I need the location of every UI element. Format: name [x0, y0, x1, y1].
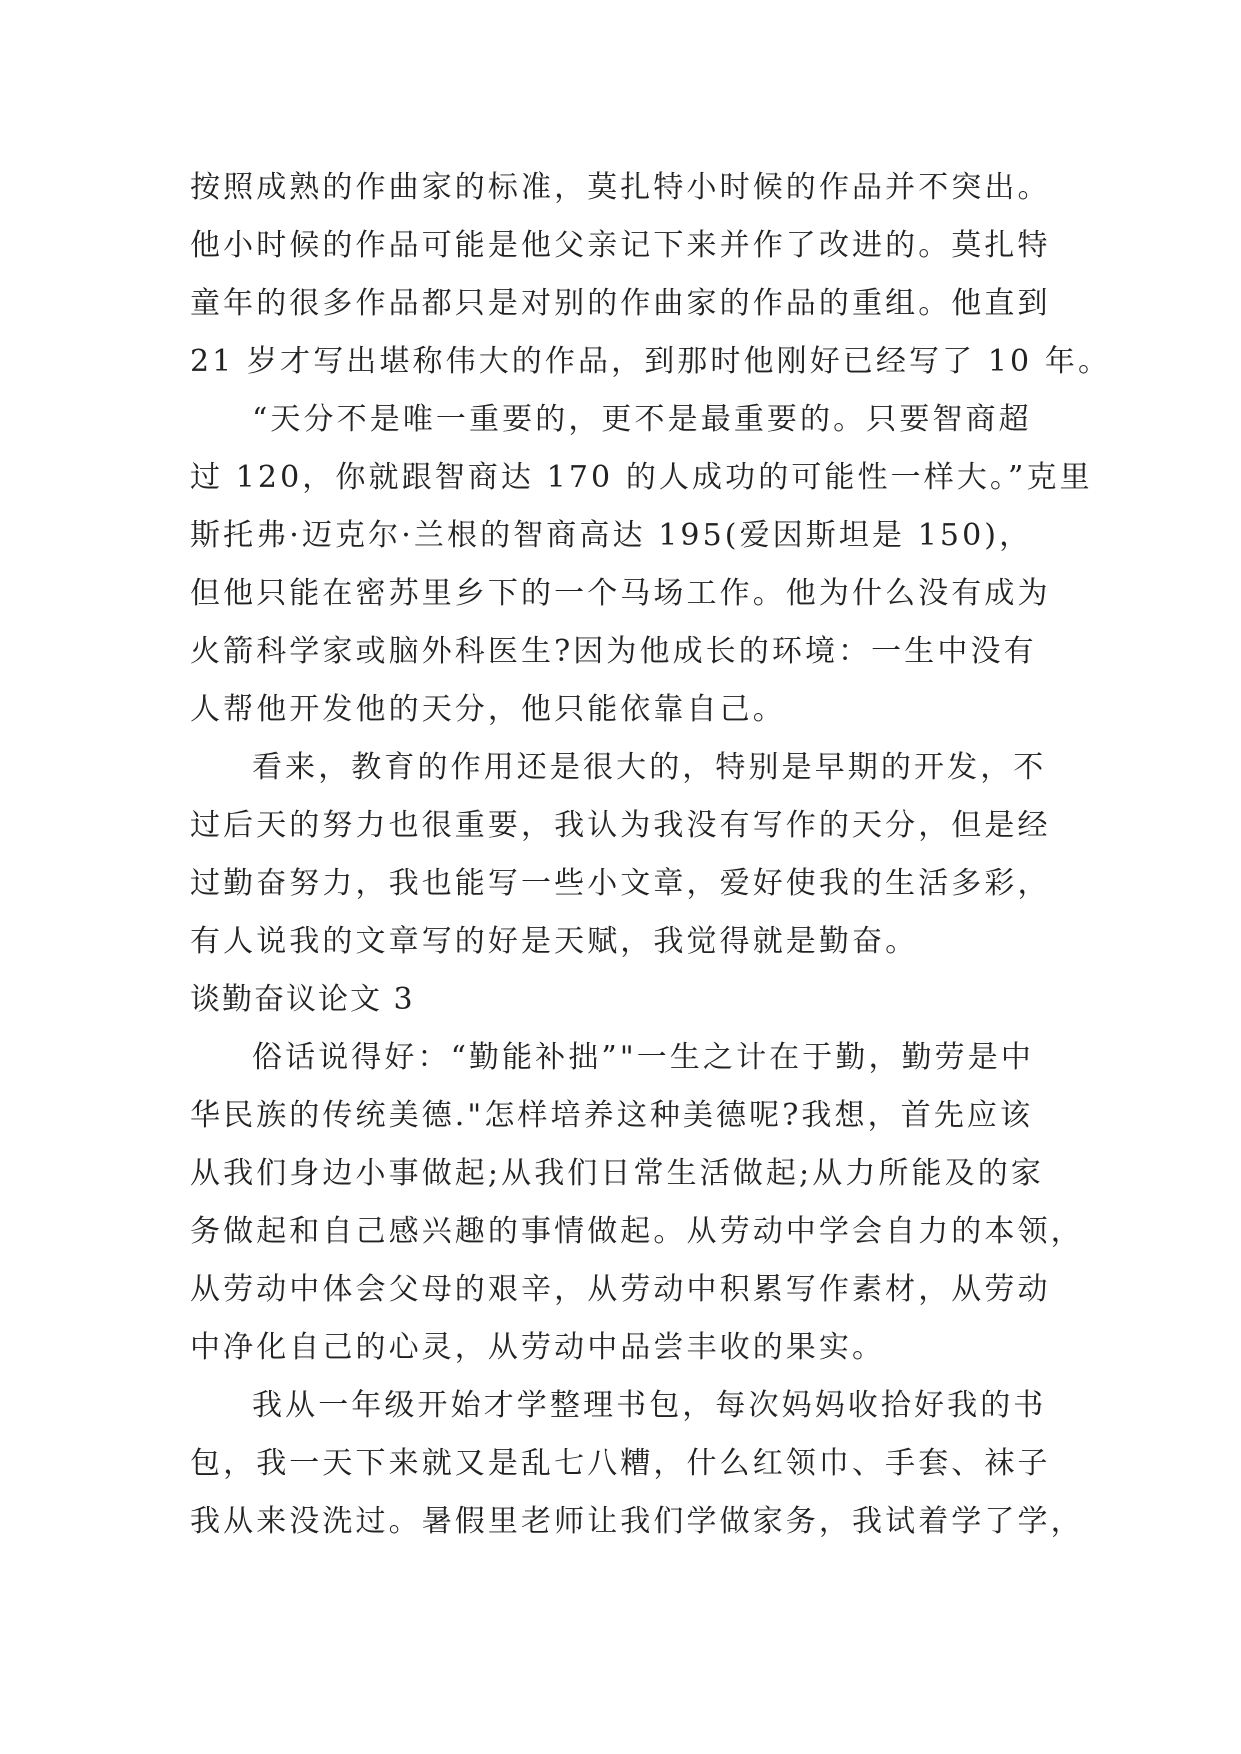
document-body [190, 159, 1112, 1551]
paragraph-line: 俗话说得好：“勤能补拙”"一生之计在于勤，勤劳是中 [252, 1040, 1034, 1075]
paragraph-line: 我从一年级开始才学整理书包，每次妈妈收拾好我的书 [252, 1388, 1047, 1423]
paragraph-line: 童年的很多作品都只是对别的作曲家的作品的重组。他直到 [190, 286, 1051, 321]
paragraph-line: 我从来没洗过。暑假里老师让我们学做家务，我试着学了学， [190, 1504, 1084, 1539]
paragraph-line: 21 岁才写出堪称伟大的作品，到那时他刚好已经写了 10 年。 [190, 344, 1112, 379]
paragraph-line: 过 120，你就跟智商达 170 的人成功的可能性一样大。”克里 [190, 460, 1093, 495]
paragraph-line: 他小时候的作品可能是他父亲记下来并作了改进的。莫扎特 [190, 228, 1051, 263]
paragraph-line: 过后天的努力也很重要，我认为我没有写作的天分，但是经 [190, 808, 1051, 843]
paragraph-line: 看来，教育的作用还是很大的，特别是早期的开发，不 [252, 750, 1047, 785]
paragraph-line: 人帮他开发他的天分，他只能依靠自己。 [190, 692, 786, 727]
paragraph-line: 按照成熟的作曲家的标准，莫扎特小时候的作品并不突出。 [190, 170, 1051, 205]
paragraph-line: 斯托弗·迈克尔·兰根的智商高达 195(爱因斯坦是 150)， [190, 518, 1033, 553]
paragraph-line: “天分不是唯一重要的，更不是最重要的。只要智商超 [252, 402, 1032, 437]
section-heading: 谈勤奋议论文 3 [190, 982, 415, 1017]
paragraph-line: 从我们身边小事做起;从我们日常生活做起;从力所能及的家 [190, 1156, 1044, 1191]
paragraph-line: 有人说我的文章写的好是天赋，我觉得就是勤奋。 [190, 924, 919, 959]
paragraph-line: 火箭科学家或脑外科医生?因为他成长的环境：一生中没有 [190, 634, 1037, 669]
paragraph-line: 从劳动中体会父母的艰辛，从劳动中积累写作素材，从劳动 [190, 1272, 1051, 1307]
paragraph-line: 包，我一天下来就又是乱七八糟，什么红领巾、手套、袜子 [190, 1446, 1051, 1481]
paragraph-line: 中净化自己的心灵，从劳动中品尝丰收的果实。 [190, 1330, 886, 1365]
paragraph-line: 但他只能在密苏里乡下的一个马场工作。他为什么没有成为 [190, 576, 1051, 611]
paragraph-line: 过勤奋努力，我也能写一些小文章，爱好使我的生活多彩， [190, 866, 1051, 901]
paragraph-line: 华民族的传统美德."怎样培养这种美德呢?我想，首先应该 [190, 1098, 1034, 1133]
paragraph-line: 务做起和自己感兴趣的事情做起。从劳动中学会自力的本领， [190, 1214, 1084, 1249]
